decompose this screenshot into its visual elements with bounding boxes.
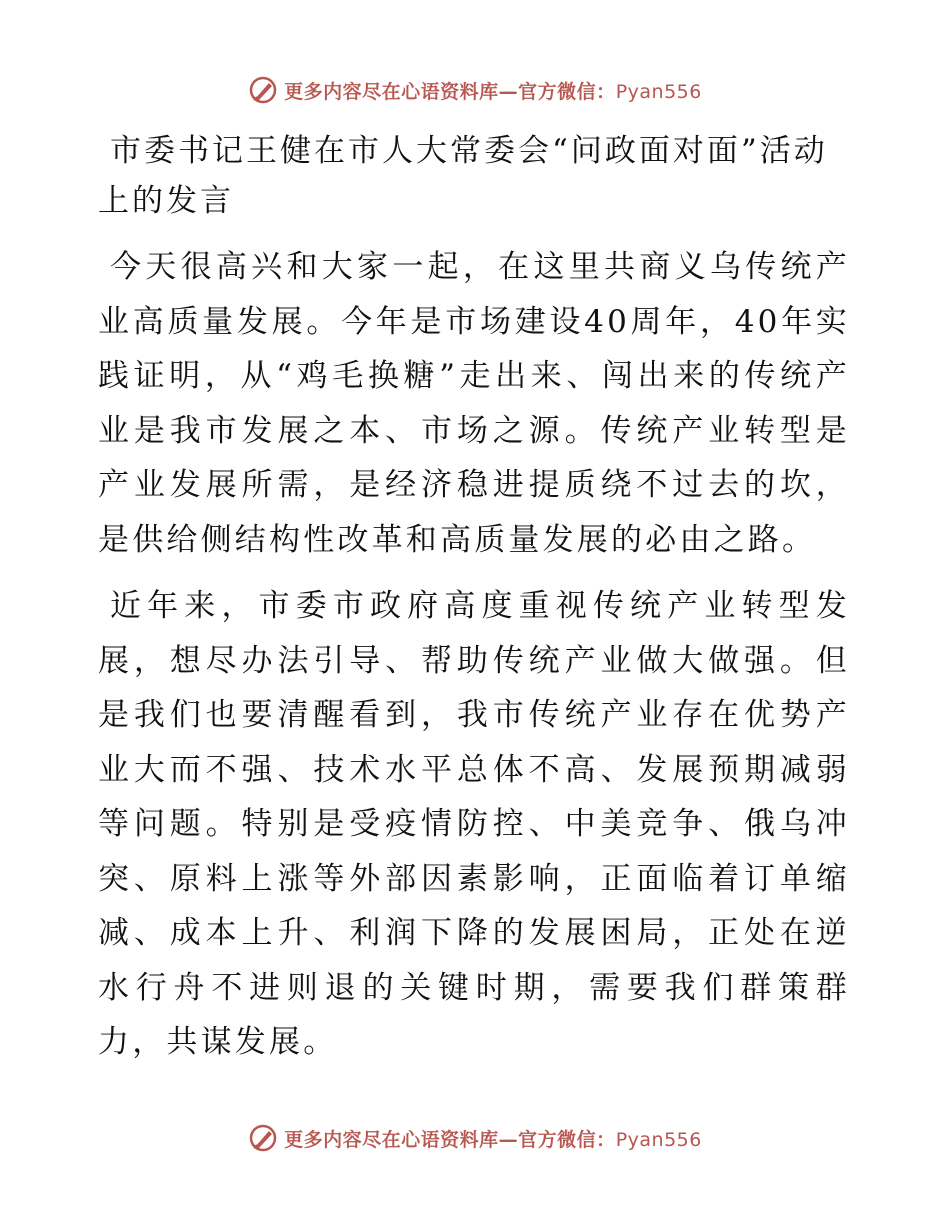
watermark-separator: — — [498, 80, 519, 103]
watermark-text — [284, 1125, 702, 1152]
watermark-wechat-label: 官方微信： — [518, 80, 616, 103]
quill-logo-icon — [248, 1123, 278, 1153]
paragraph-1: 今天很高兴和大家一起，在这里共商义乌传统产业高质量发展。今年是市场建设40周年，40年实践证明，从“鸡毛换糖”走出来、闯出来的传统产业是我市发展之本、市场之源。传统产业转型是产业发展所需，是经济稳进提质绕不过去的坎，是供给侧结构性改革和高质量发展的必由之路。 — [98, 249, 850, 558]
watermark-wechat-label: 官方微信： — [518, 1128, 616, 1151]
watermark-wechat-id: Pyan556 — [615, 80, 702, 103]
document-title: 市委书记王健在市人大常委会“问政面对面”活动上的发言 — [98, 133, 828, 219]
watermark-site-name: 更多内容尽在心语资料库 — [284, 1128, 499, 1151]
paragraph-2: 近年来，市委市政府高度重视传统产业转型发展，想尽办法引导、帮助传统产业做大做强。但是我们也要清醒看到，我市传统产业存在优势产业大而不强、技术水平总体不高、发展预期减弱等问题。特别是受疫情防控、中美竞争、俄乌冲突、原料上涨等外部因素影响，正面临着订单缩减、成本上升、利润下降的发展困局，正处在逆水行舟不进则退的关键时期，需要我们群策群力，共谋发展。 — [98, 588, 850, 1060]
header-watermark — [0, 70, 950, 110]
footer-watermark — [0, 1118, 950, 1158]
document-body — [98, 126, 850, 1082]
quill-logo-icon — [248, 75, 278, 105]
watermark-separator: — — [498, 1128, 519, 1151]
watermark-wechat-id: Pyan556 — [615, 1128, 702, 1151]
watermark-site-name: 更多内容尽在心语资料库 — [284, 80, 499, 103]
watermark-text — [284, 77, 702, 104]
